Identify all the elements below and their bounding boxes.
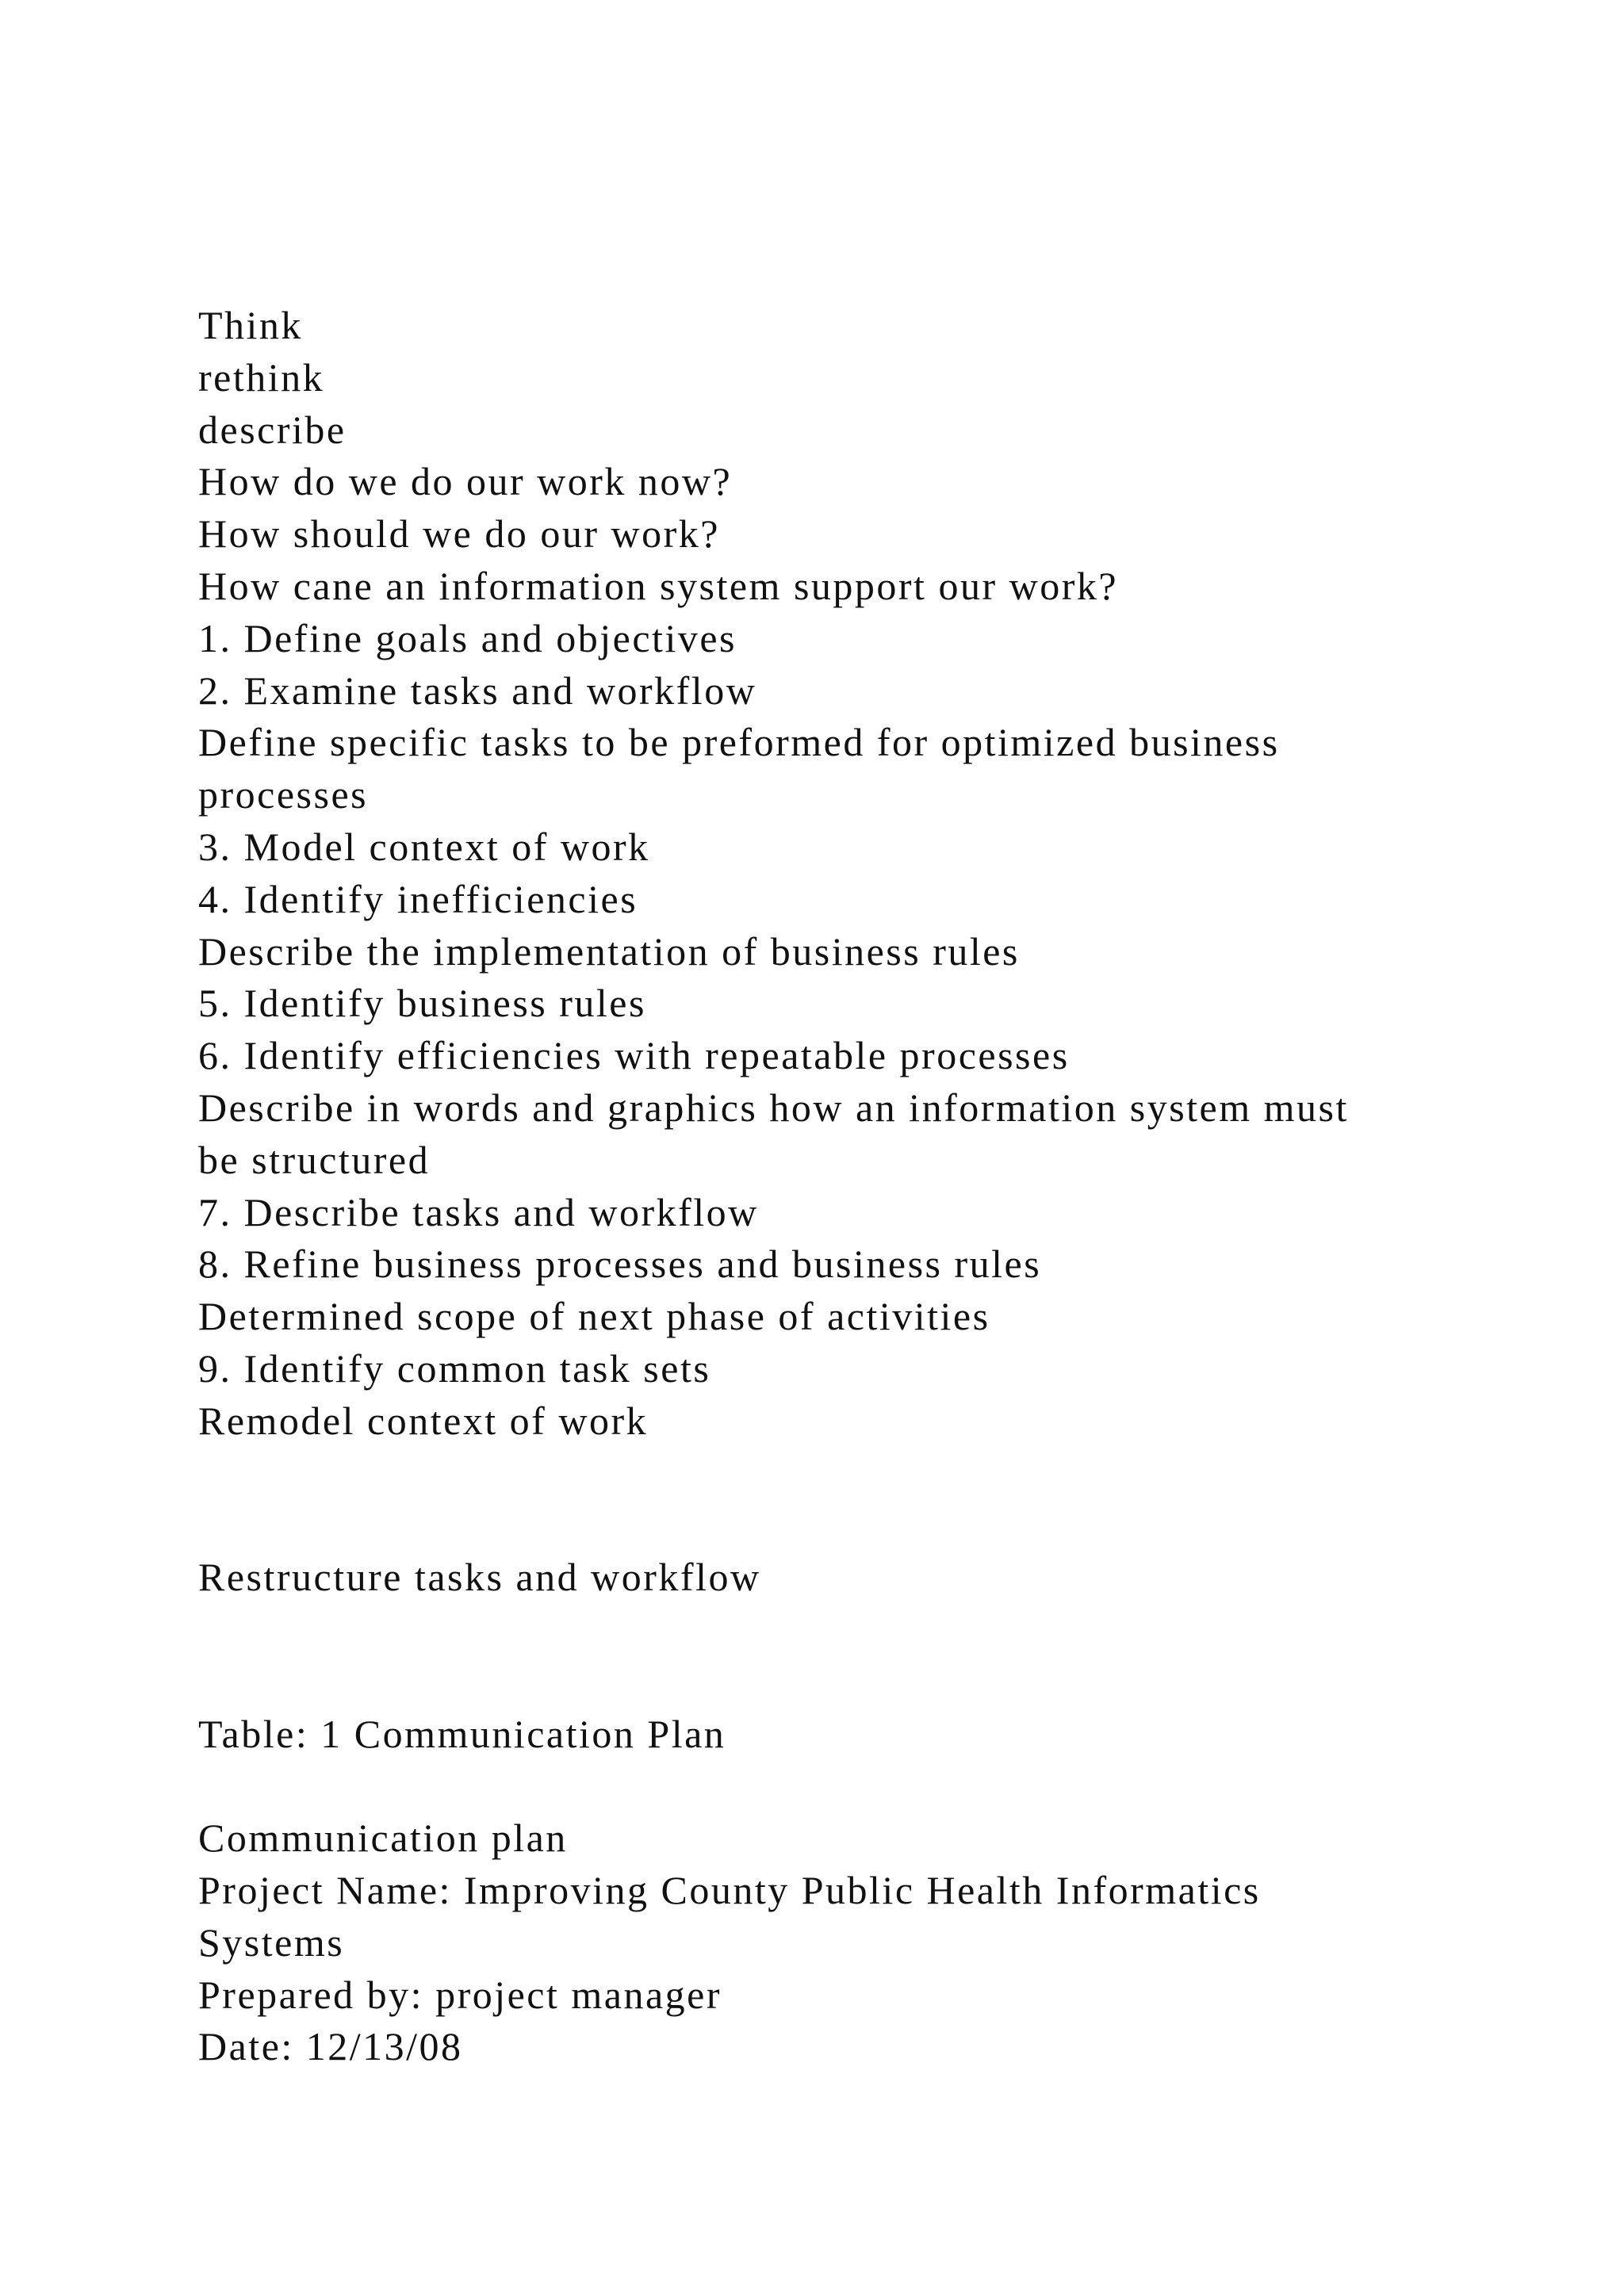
- text-line: Remodel context of work: [198, 1398, 649, 1443]
- text-line: describe: [198, 407, 347, 452]
- project-name: Project Name: Improving County Public Health Informatics: [198, 1867, 1261, 1912]
- list-item: 5. Identify business rules: [198, 981, 646, 1026]
- text-line: How should we do our work?: [198, 511, 720, 557]
- text-line: Describe the implementation of business rules: [198, 928, 1020, 974]
- project-name-continued: Systems: [198, 1919, 345, 1965]
- document-body: [198, 300, 1467, 2073]
- blank-space: [198, 1448, 1467, 1552]
- blank-space: [198, 1760, 1467, 1812]
- text-line: be structured: [198, 1137, 431, 1182]
- list-item: 1. Define goals and objectives: [198, 615, 737, 660]
- text-line: Define specific tasks to be preformed for optimized business: [198, 720, 1280, 765]
- text-line: How cane an information system support our work?: [198, 563, 1119, 608]
- text-line: Describe in words and graphics how an information system must: [198, 1085, 1349, 1130]
- text-line: rethink: [198, 354, 325, 400]
- text-line: Determined scope of next phase of activities: [198, 1294, 990, 1339]
- list-item: 7. Describe tasks and workflow: [198, 1189, 759, 1234]
- list-item: 9. Identify common task sets: [198, 1345, 711, 1391]
- blank-space: [198, 1604, 1467, 1709]
- prepared-by: Prepared by: project manager: [198, 1972, 722, 2017]
- list-item: 8. Refine business processes and business rules: [198, 1242, 1042, 1287]
- text-line: Restructure tasks and workflow: [198, 1555, 761, 1600]
- plan-heading: Communication plan: [198, 1816, 568, 1861]
- text-line: Think: [198, 303, 303, 347]
- table-caption: Table: 1 Communication Plan: [198, 1711, 726, 1756]
- plan-date: Date: 12/13/08: [198, 2024, 463, 2069]
- list-item: 3. Model context of work: [198, 824, 650, 869]
- text-line: How do we do our work now?: [198, 459, 733, 504]
- list-item: 4. Identify inefficiencies: [198, 876, 638, 921]
- text-line: processes: [198, 772, 369, 817]
- list-item: 2. Examine tasks and workflow: [198, 668, 757, 713]
- list-item: 6. Identify efficiencies with repeatable processes: [198, 1033, 1070, 1078]
